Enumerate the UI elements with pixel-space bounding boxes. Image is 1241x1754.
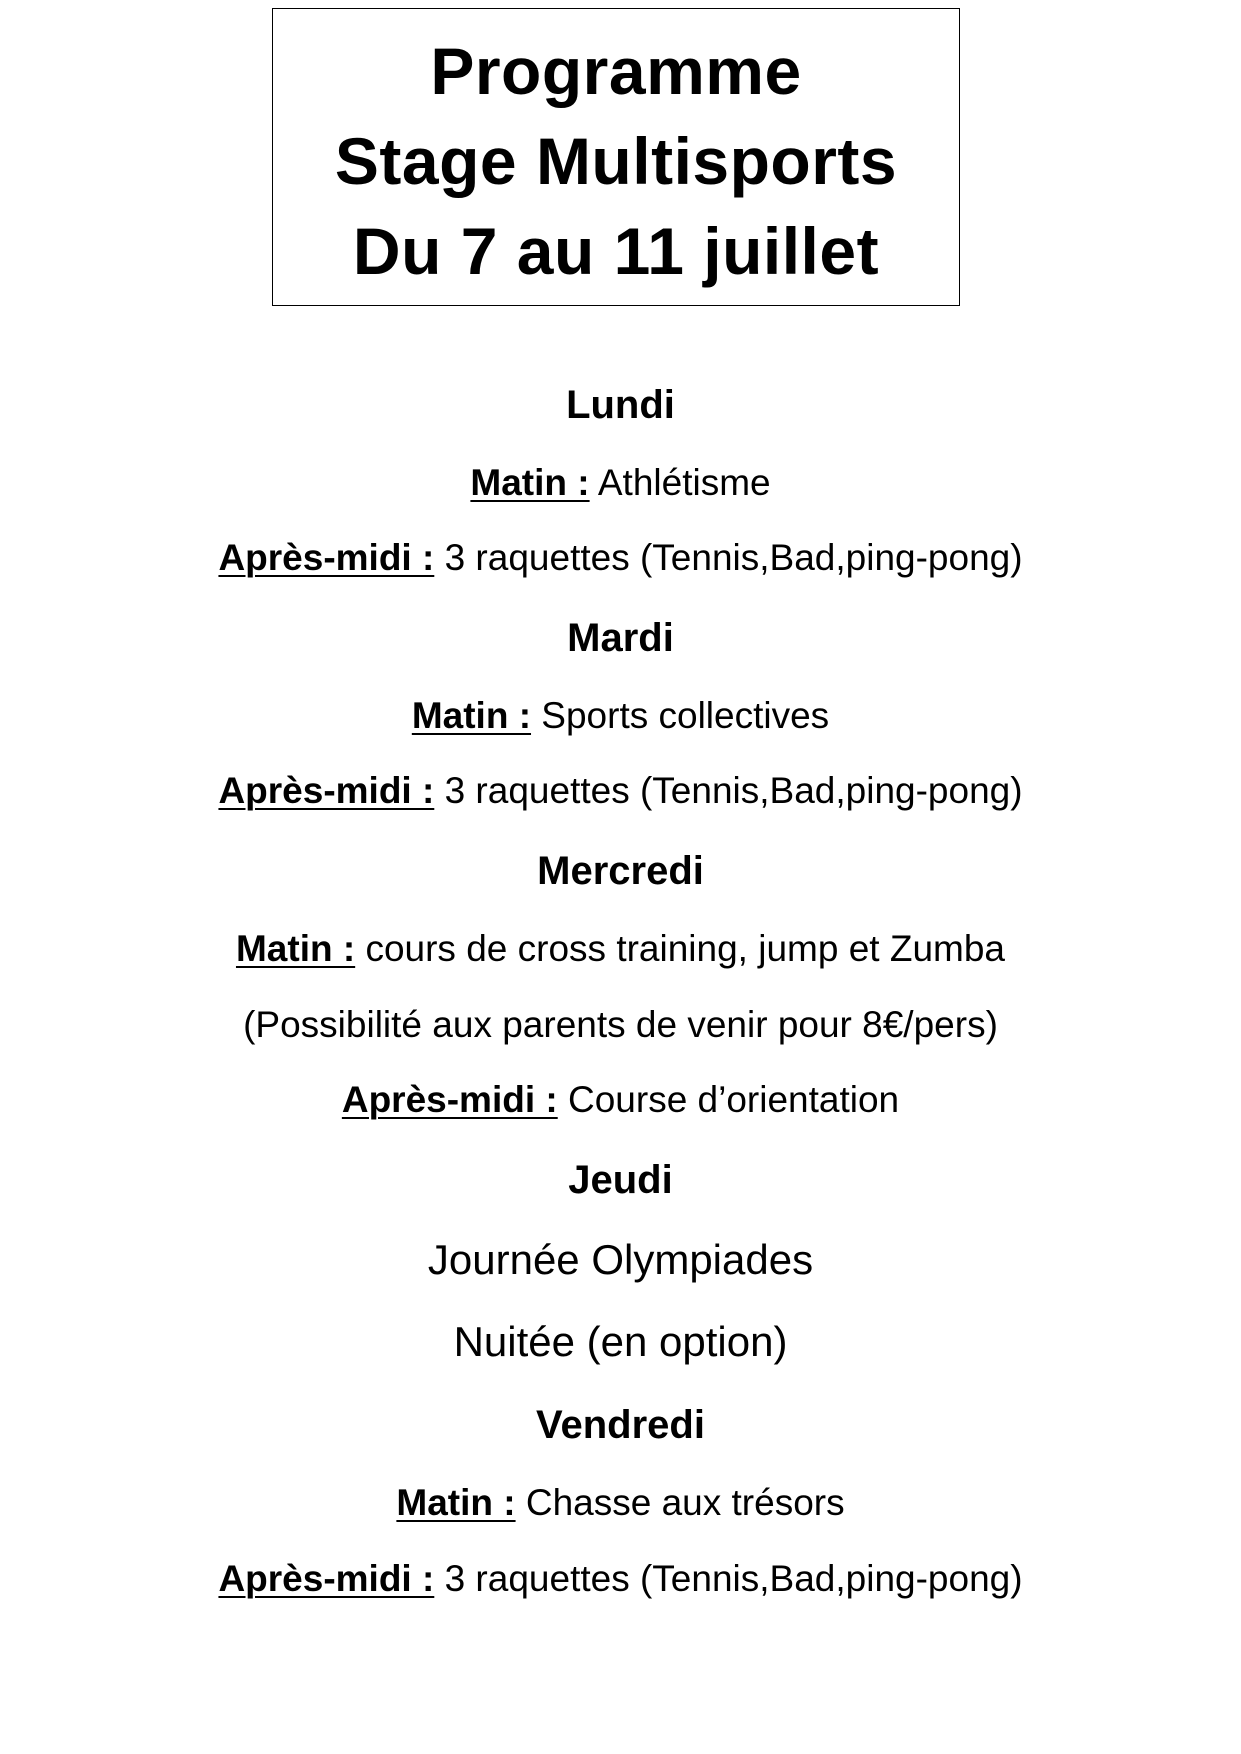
vendredi-morning-activity: Chasse aux trésors: [525, 1482, 845, 1523]
morning-label: Matin :: [235, 928, 356, 969]
morning-label: Matin :: [396, 1482, 516, 1523]
title-programme: Programme: [430, 34, 802, 108]
lundi-morning-activity: Athlétisme: [597, 462, 771, 503]
mercredi-morning: [0, 924, 1241, 974]
day-heading-mercredi: Mercredi: [537, 849, 704, 893]
mardi-morning-activity: Sports collectives: [541, 695, 830, 736]
morning-label: Matin :: [411, 695, 532, 736]
day-heading-lundi: Lundi: [566, 383, 675, 427]
mardi-afternoon: [0, 766, 1241, 816]
jeudi-event-nuitee: Nuitée (en option): [453, 1318, 788, 1365]
afternoon-label: Après-midi :: [218, 770, 435, 811]
title-stage: Stage Multisports: [334, 124, 898, 198]
day-heading-jeudi: Jeudi: [568, 1158, 673, 1202]
title-box: [272, 8, 960, 306]
afternoon-label: Après-midi :: [218, 537, 435, 578]
mercredi-afternoon: [0, 1075, 1241, 1125]
afternoon-label: Après-midi :: [218, 1558, 435, 1599]
morning-label: Matin :: [470, 462, 590, 503]
title-dates: Du 7 au 11 juillet: [352, 214, 880, 288]
mardi-morning: [0, 691, 1241, 741]
day-heading-mardi: Mardi: [567, 616, 674, 660]
lundi-afternoon-activity: 3 raquettes (Tennis,Bad,ping-pong): [444, 537, 1023, 578]
afternoon-label: Après-midi :: [341, 1079, 558, 1120]
vendredi-afternoon: [0, 1554, 1241, 1604]
mercredi-morning-activity: cours de cross training, jump et Zumba: [365, 928, 1006, 969]
jeudi-event-olympiades: Journée Olympiades: [427, 1236, 814, 1283]
lundi-morning: [0, 458, 1241, 508]
mercredi-afternoon-activity: Course d’orientation: [568, 1079, 900, 1120]
vendredi-morning: [0, 1478, 1241, 1528]
mardi-afternoon-activity: 3 raquettes (Tennis,Bad,ping-pong): [444, 770, 1023, 811]
vendredi-afternoon-activity: 3 raquettes (Tennis,Bad,ping-pong): [444, 1558, 1023, 1599]
mercredi-morning-note: (Possibilité aux parents de venir pour 8€/pers): [243, 1004, 998, 1045]
day-heading-vendredi: Vendredi: [536, 1403, 705, 1447]
lundi-afternoon: [0, 533, 1241, 583]
